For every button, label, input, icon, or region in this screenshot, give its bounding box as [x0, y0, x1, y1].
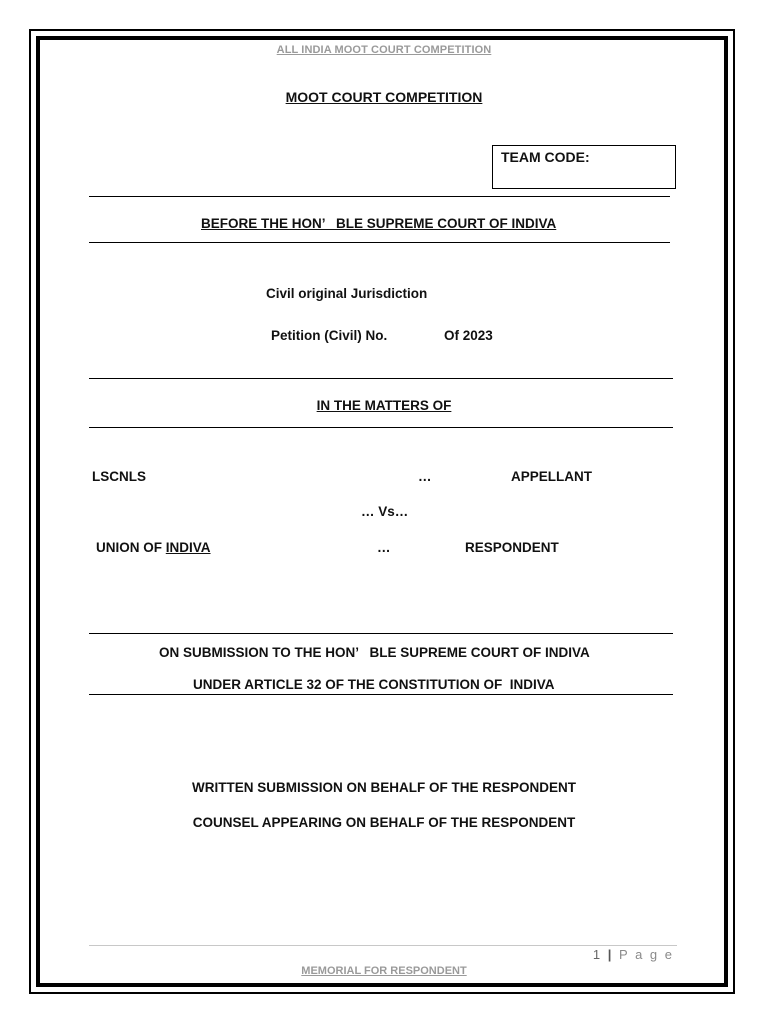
rule-before-submission	[89, 633, 673, 634]
rule-after-submission	[89, 694, 673, 695]
counsel-line: COUNSEL APPEARING ON BEHALF OF THE RESPONDENT	[192, 815, 576, 830]
jurisdiction-text: Civil original Jurisdiction	[266, 286, 428, 301]
footer-memorial-label: MEMORIAL FOR RESPONDENT	[301, 965, 467, 977]
respondent-country: INDIVA	[165, 540, 211, 555]
team-code-box	[492, 145, 676, 189]
respondent-name	[96, 540, 211, 555]
petition-label: Petition (Civil) No.	[271, 328, 388, 343]
rule-after-matters	[89, 427, 673, 428]
page-separator: |	[607, 947, 614, 962]
submission-line-1: ON SUBMISSION TO THE HON’ BLE SUPREME COURT OF INDIVA	[159, 645, 590, 660]
appellant-name: LSCNLS	[92, 469, 146, 484]
respondent-role: RESPONDENT	[465, 540, 559, 555]
respondent-prefix: UNION OF	[96, 540, 162, 555]
respondent-dots: …	[377, 540, 391, 555]
rule-before-matters	[89, 378, 673, 379]
page-number-value: 1	[592, 947, 603, 962]
rule-before-court	[89, 196, 670, 197]
petition-year: Of 2023	[444, 328, 493, 343]
rule-after-court	[89, 242, 670, 243]
versus-text: … Vs…	[361, 504, 409, 519]
header-competition-title: ALL INDIA MOOT COURT COMPETITION	[276, 44, 492, 56]
appellant-role: APPELLANT	[511, 469, 592, 484]
document-title: MOOT COURT COMPETITION	[285, 89, 483, 105]
team-code-label: TEAM CODE:	[501, 149, 590, 165]
court-before-heading: BEFORE THE HON’ BLE SUPREME COURT OF INDIVA	[201, 216, 557, 231]
page-word: P a g e	[619, 947, 674, 962]
page-number	[560, 947, 674, 962]
matters-heading: IN THE MATTERS OF	[316, 398, 452, 413]
footer-rule	[89, 945, 677, 946]
submission-line-2: UNDER ARTICLE 32 OF THE CONSTITUTION OF INDIVA	[193, 677, 555, 692]
written-submission-line: WRITTEN SUBMISSION ON BEHALF OF THE RESPONDENT	[191, 780, 576, 795]
appellant-dots: …	[418, 469, 432, 484]
